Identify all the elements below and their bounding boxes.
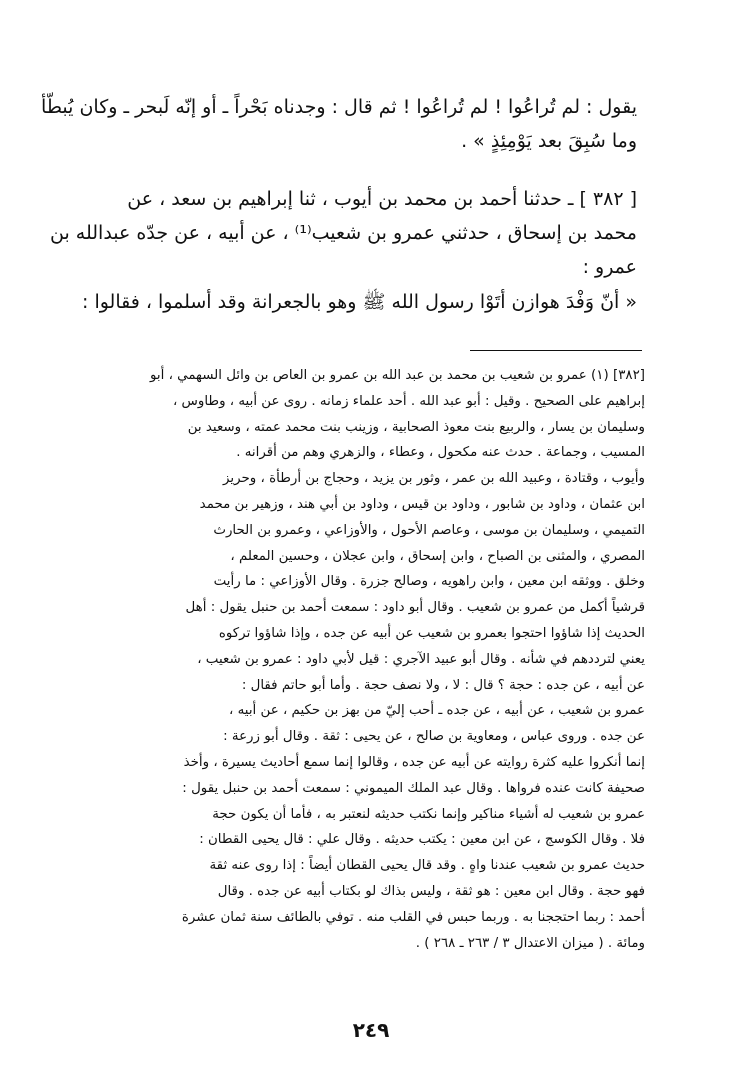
footnote-line: عن أبيه ، عن جده : حجة ؟ قال : لا ، ولا نصف حجة . وأما أبو حاتم فقال : [241,677,645,693]
footnote-line: عمرو بن شعيب ، عن أبيه ، عن جده ـ أحب إليّ من بهز بن حكيم ، عن أبيه ، [229,703,645,719]
hadith-line-2: محمد بن إسحاق ، حدثني عمرو بن شعيب⁽¹⁾ ، عن أبيه ، عن جدّه عبدالله بن [50,222,637,244]
footnote-line: قرشياً أكمل من عمرو بن شعيب . وقال أبو داود : سمعت أحمد بن حنبل يقول : أهل [185,600,645,616]
intro-line-2: وما سُبِقَ بعد يَوْمِئِذٍ » . [461,130,637,152]
footnote-line: المصري ، والمثنى بن الصباح ، وابن إسحاق ، وابن عجلان ، وحسين المعلم ، [230,548,645,564]
footnote-line: عمرو بن شعيب له أشياء مناكير وإنما نكتب حديثه لنعتبر به ، فأما أن يكون حجة [212,806,645,822]
footnote-line: [٣٨٢] (١) عمرو بن شعيب بن محمد بن عبد الله بن عمرو بن العاص بن وائل السهمي ، أبو [149,368,645,383]
footnote-line: إنما أنكروا عليه كثرة روايته عن أبيه عن جده ، وقالوا إنما سمع أحاديث يسيرة ، وأخذ [183,754,645,770]
footnote-line: عن جده . وروى عباس ، ومعاوية بن صالح ، عن يحيى : ثقة . وقال أبو زرعة : [223,729,645,745]
footnote-divider [470,350,642,351]
intro-line-1: يقول : لم تُراعُوا ! لم تُراعُوا ! ثم قال : وجدناه بَحْراً ـ أو إنّه لَبحر ـ وكان يُبطّأ [41,96,637,118]
paragraph-gap [95,158,637,182]
quote-line: « أنّ وَفْدَ هوازن أتَوْا رسول الله ﷺ وهو بالجعرانة وقد أسلموا ، فقالوا : [82,291,637,313]
footnote-line: أحمد : ربما احتججنا به . وربما حبس في القلب منه . توفي بالطائف سنة ثمان عشرة [181,909,645,925]
footnote-line: ومائة . ( ميزان الاعتدال ٣ / ٢٦٣ ـ ٢٦٨ ) . [415,935,645,951]
footnote-line: المسيب ، وجماعة . حدث عنه مكحول ، وعطاء ، والزهري وهم من أقرانه . [236,445,645,461]
page-number: ٢٤٩ [352,1018,390,1042]
footnote-line: حديث عمرو بن شعيب عندنا واهٍ . وقد قال يحيى القطان أيضاً : إذا روى عنه ثقة [209,858,645,874]
footnote-line: فلا . وقال الكوسج ، عن ابن معين : يكتب حديثه . وقال علي : قال يحيى القطان : [199,832,645,848]
footnote-line: يعني لترددهم في شأنه . وقال أبو عبيد الآجري : قيل لأبي داود : عمرو بن شعيب ، [197,651,645,667]
footnote [95,363,645,956]
footnote-line: فهو حجة . وقال ابن معين : هو ثقة ، وليس بذاك لو بكتاب أبيه عن جده . وقال [217,883,645,899]
footnote-line: وخلق . ووثقه ابن معين ، وابن راهويه ، وصالح جزرة . وقال الأوزاعي : ما رأيت [213,574,645,590]
footnote-line: الحديث إذا شاؤوا احتجوا بعمرو بن شعيب عن أبيه عن جده ، وإذا شاؤوا تركوه [218,625,645,641]
footnote-line: ابن عثمان ، وداود بن شابور ، وداود بن قيس ، وداود بن أبي هند ، وزهير بن محمد [199,496,645,512]
footnote-line: إبراهيم على الصحيح . وقيل : أبو عبد الله . أحد علماء زمانه . روى عن أبيه ، وطاوس ، [172,393,645,409]
footnote-line: وسليمان بن يسار ، والربيع بنت معوذ الصحابية ، وزينب بنت محمد عمته ، وسعيد بن [187,419,645,435]
hadith-line-1: [ ٣٨٢ ] ـ حدثنا أحمد بن محمد بن أيوب ، ثنا إبراهيم بن سعد ، عن [127,188,637,210]
footnote-line: صحيفة كانت عنده فرواها . وقال عبد الملك الميموني : سمعت أحمد بن حنبل يقول : [182,780,645,796]
footnote-line: وأيوب ، وقتادة ، وعبيد الله بن عمر ، وثور بن يزيد ، وحجاج بن أرطأة ، وحريز [223,471,645,487]
main-text [41,90,637,320]
footnote-line: التميمي ، وسليمان بن موسى ، وعاصم الأحول ، والأوزاعي ، وعمرو بن الحارث [213,522,645,538]
hadith-line-3: عمرو : [582,256,637,278]
